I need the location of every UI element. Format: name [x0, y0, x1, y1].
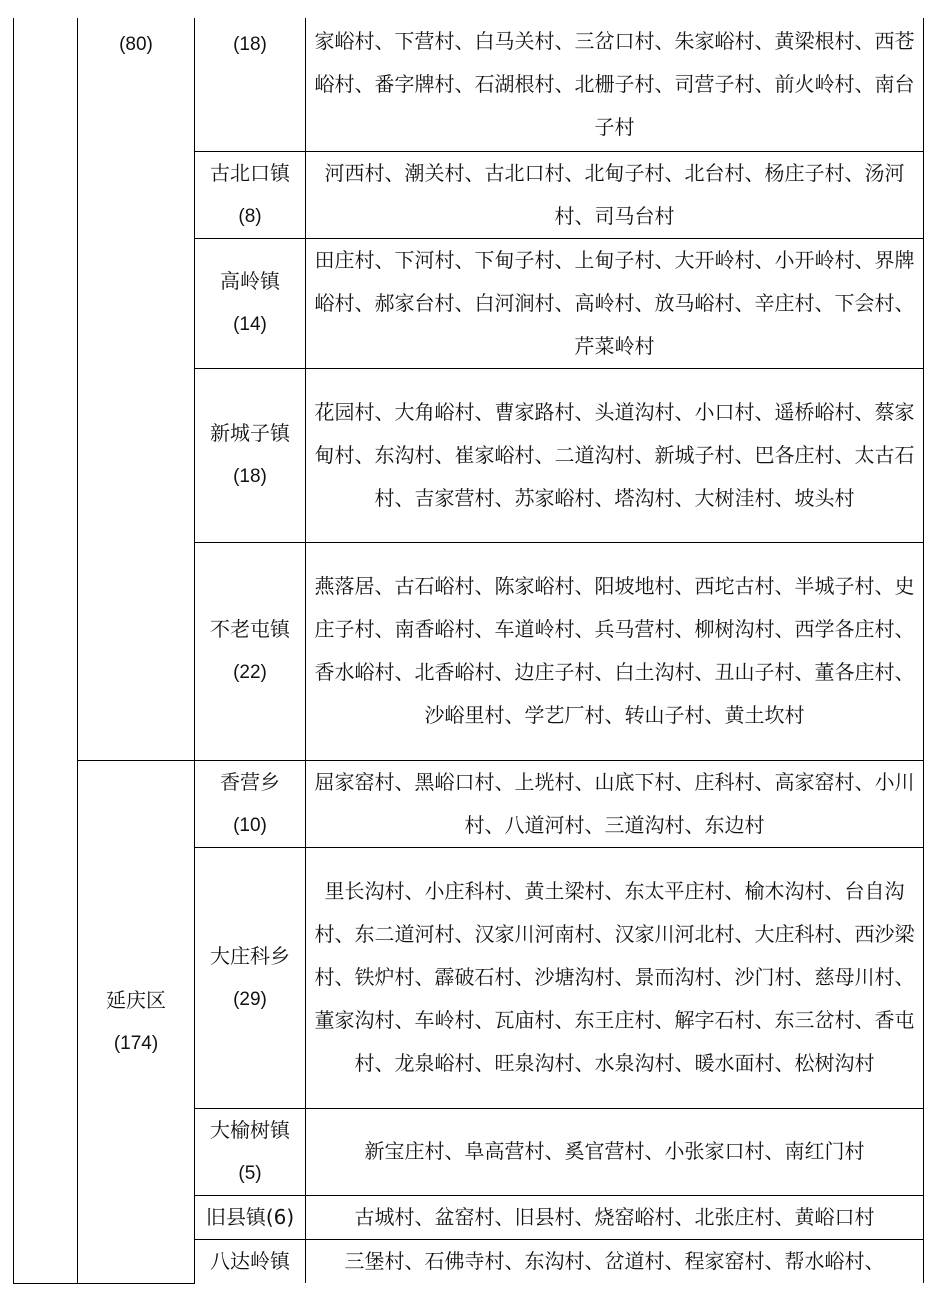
- town-name: 大庄科乡: [210, 943, 290, 968]
- villages-cell: 古城村、盆窑村、旧县村、烧窑峪村、北张庄村、黄峪口村: [306, 1195, 924, 1239]
- town-cell: [195, 1239, 306, 1283]
- villages-cell: 屈家窑村、黑峪口村、上垙村、山底下村、庄科村、高家窑村、小川村、八道河村、三道沟村、东边村: [306, 760, 924, 847]
- town-count: (29): [233, 988, 267, 1010]
- town-cell: [195, 151, 306, 238]
- town-name: 高岭镇: [220, 269, 280, 293]
- villages-cell: 河西村、潮关村、古北口村、北甸子村、北台村、杨庄子村、汤河村、司马台村: [306, 151, 924, 238]
- table-row: [14, 18, 924, 151]
- town-name: 香营乡: [220, 769, 280, 794]
- district-count: (80): [119, 34, 153, 55]
- town-cell: [195, 542, 306, 760]
- town-name: 旧县镇(6): [205, 1204, 295, 1229]
- villages-cell: 新宝庄村、阜高营村、奚官营村、小张家口村、南红门村: [306, 1108, 924, 1195]
- villages-cell: 家峪村、下营村、白马关村、三岔口村、朱家峪村、黄梁根村、西苍峪村、番字牌村、石湖根村、北栅子村、司营子村、前火岭村、南台子村: [306, 18, 924, 151]
- district-cell-miyun: [78, 18, 195, 760]
- town-cell: [195, 1195, 306, 1239]
- town-cell: [195, 1108, 306, 1195]
- villages-cell: 燕落居、古石峪村、陈家峪村、阳坡地村、西坨古村、半城子村、史庄子村、南香峪村、车道岭村、兵马营村、柳树沟村、西学各庄村、香水峪村、北香峪村、边庄子村、白土沟村、丑山子村、董各庄村、沙峪里村、学艺厂村、转山子村、黄土坎村: [306, 542, 924, 760]
- town-count: (8): [238, 205, 262, 227]
- town-name: 大榆树镇: [210, 1117, 290, 1142]
- town-cell: [195, 847, 306, 1108]
- town-name: 不老屯镇: [210, 617, 290, 641]
- town-count: (22): [233, 662, 267, 683]
- town-cell: [195, 368, 306, 542]
- villages-cell: 田庄村、下河村、下甸子村、上甸子村、大开岭村、小开岭村、界牌峪村、郝家台村、白河涧村、高岭村、放马峪村、辛庄村、下会村、芹菜岭村: [306, 238, 924, 368]
- villages-cell: 三堡村、石佛寺村、东沟村、岔道村、程家窑村、帮水峪村、: [306, 1239, 924, 1283]
- town-name: 古北口镇: [210, 160, 290, 185]
- villages-cell: 花园村、大角峪村、曹家路村、头道沟村、小口村、遥桥峪村、蔡家甸村、东沟村、崔家峪村、二道沟村、新城子村、巴各庄村、太古石村、吉家营村、苏家峪村、塔沟村、大树洼村、坡头村: [306, 368, 924, 542]
- town-count: (10): [233, 814, 267, 836]
- town-count: (18): [233, 466, 267, 487]
- town-count: (14): [233, 314, 267, 335]
- table-row: [14, 760, 924, 847]
- town-name: 新城子镇: [210, 421, 290, 445]
- town-cell: [195, 238, 306, 368]
- town-count: (5): [238, 1162, 262, 1184]
- district-count: (174): [113, 1032, 159, 1054]
- province-cell: [14, 18, 78, 1283]
- villages-cell: 里长沟村、小庄科村、黄土梁村、东太平庄村、榆木沟村、台自沟村、东二道河村、汉家川河南村、汉家川河北村、大庄科村、西沙梁村、铁炉村、霹破石村、沙塘沟村、景而沟村、沙门村、慈母川村、董家沟村、车岭村、瓦庙村、东王庄村、解字石村、东三岔村、香屯村、龙泉峪村、旺泉沟村、水泉沟村、暖水面村、松树沟村: [306, 847, 924, 1108]
- district-cell-yanqing: [78, 760, 195, 1283]
- town-count: (18): [233, 34, 267, 55]
- village-table: [13, 18, 924, 1284]
- district-name: 延庆区: [106, 987, 166, 1012]
- town-cell: [195, 760, 306, 847]
- town-name: 八达岭镇: [210, 1248, 290, 1273]
- town-cell: [195, 18, 306, 151]
